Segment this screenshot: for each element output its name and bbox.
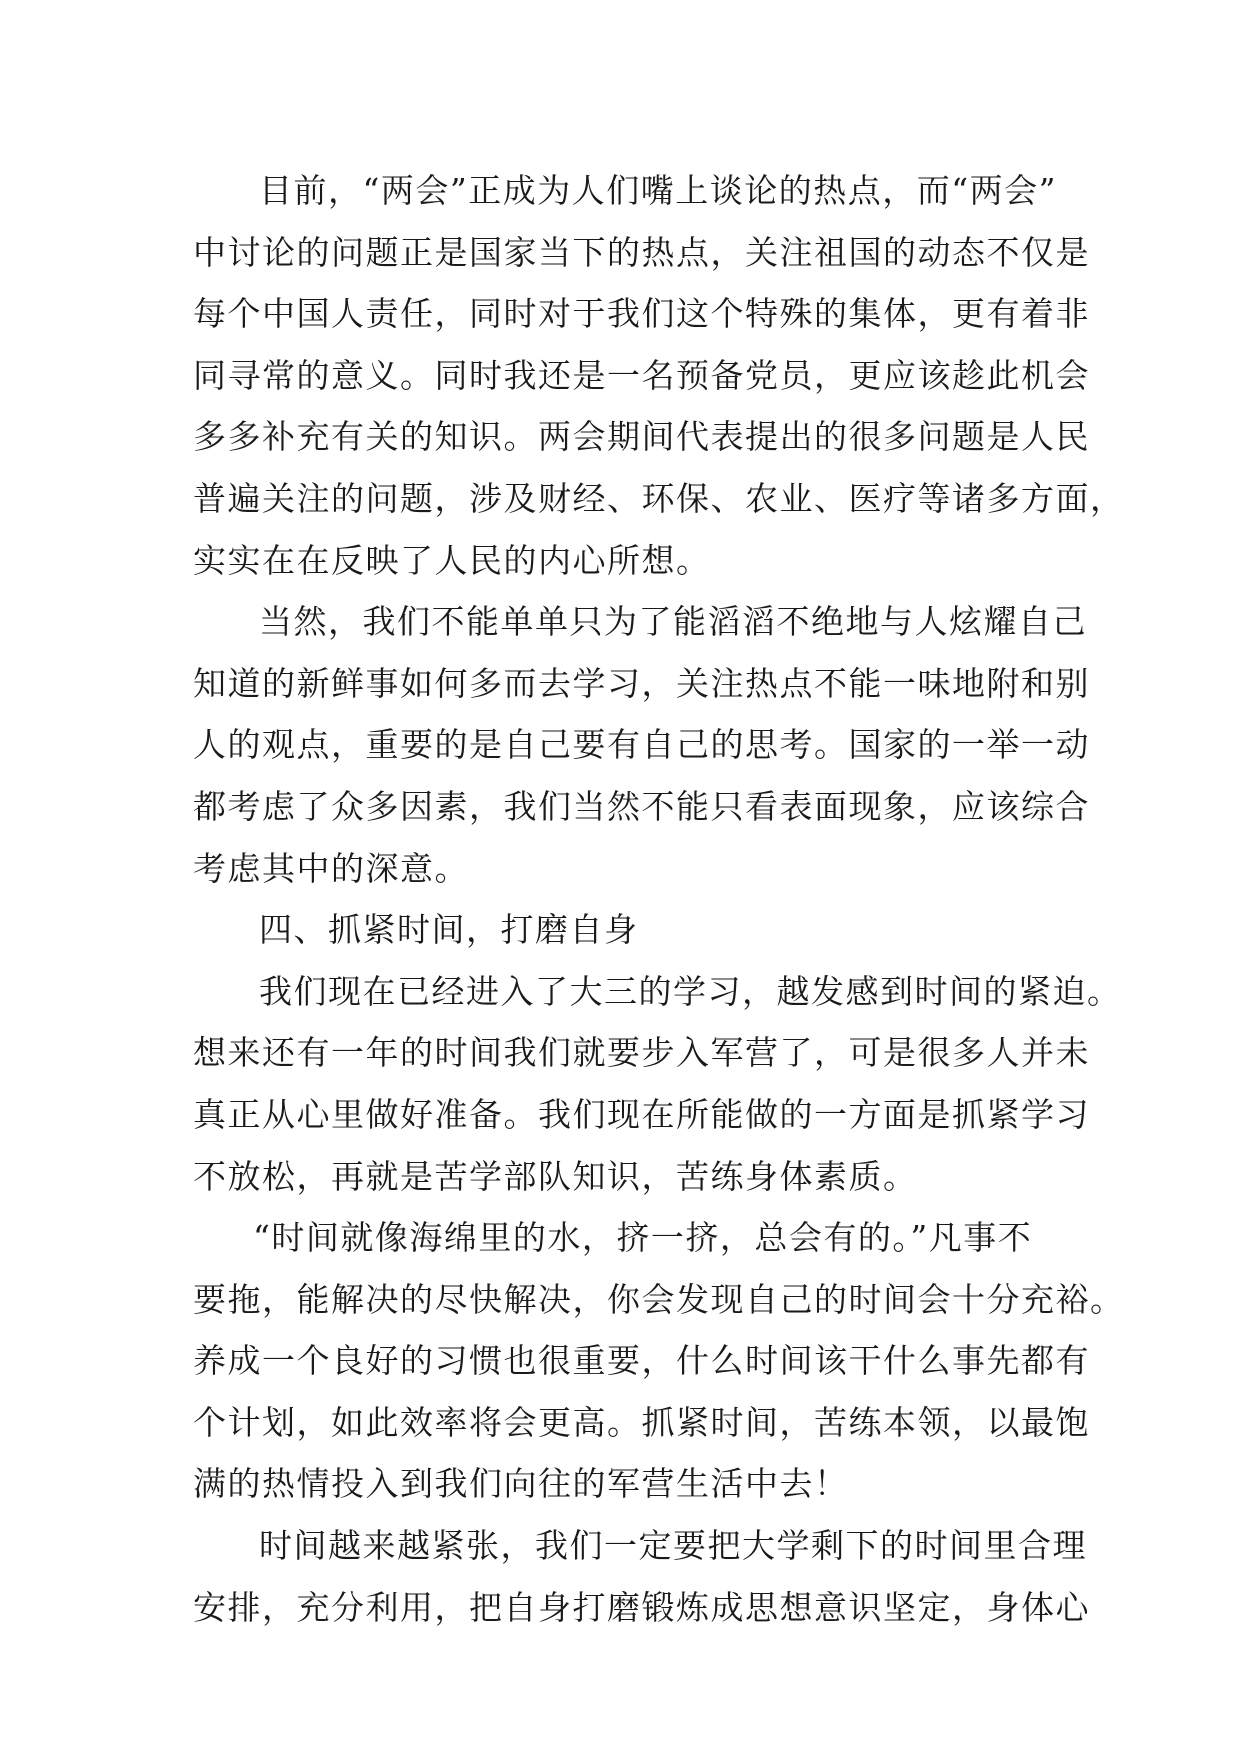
paragraph-line: 知道的新鲜事如何多而去学习，关注热点不能一味地附和别 [193,663,1090,703]
paragraph-line: 真正从心里做好准备。我们现在所能做的一方面是抓紧学习 [193,1094,1090,1134]
paragraph-line: 个计划，如此效率将会更高。抓紧时间，苦练本领，以最饱 [193,1402,1090,1442]
paragraph-line: 普遍关注的问题，涉及财经、环保、农业、医疗等诸多方面， [193,478,1125,518]
paragraph-line: 想来还有一年的时间我们就要步入军营了，可是很多人并未 [193,1033,1090,1073]
paragraph-line: 考虑其中的深意。 [193,848,469,888]
paragraph-line: 时间越来越紧张，我们一定要把大学剩下的时间里合理 [259,1526,1087,1566]
paragraph-line: 都考虑了众多因素，我们当然不能只看表面现象，应该综合 [193,786,1090,826]
paragraph-line: 人的观点，重要的是自己要有自己的思考。国家的一举一动 [193,725,1090,765]
paragraph-line: 不放松，再就是苦学部队知识，苦练身体素质。 [193,1156,918,1196]
paragraph-line: 当然，我们不能单单只为了能滔滔不绝地与人炫耀自己 [259,602,1087,642]
paragraph-line: 中讨论的问题正是国家当下的热点，关注祖国的动态不仅是 [193,232,1090,272]
paragraph-line: 实实在在反映了人民的内心所想。 [193,540,711,580]
paragraph-line: 要拖，能解决的尽快解决，你会发现自己的时间会十分充裕。 [193,1279,1125,1319]
paragraph-line: 每个中国人责任，同时对于我们这个特殊的集体，更有着非 [193,294,1090,334]
paragraph-line: 养成一个良好的习惯也很重要，什么时间该干什么事先都有 [193,1341,1090,1381]
paragraph-line: 我们现在已经进入了大三的学习，越发感到时间的紧迫。 [259,971,1122,1011]
document-body [193,160,1125,1638]
section-heading: 四、抓紧时间，打磨自身 [259,910,639,950]
paragraph-line: 目前，“两会”正成为人们嘴上谈论的热点，而“两会” [259,171,1057,210]
paragraph-line: 安排，充分利用，把自身打磨锻炼成思想意识坚定，身体心 [193,1587,1090,1627]
paragraph-line: “时间就像海绵里的水，挤一挤，总会有的。”凡事不 [253,1218,1033,1258]
paragraph-line: 同寻常的意义。同时我还是一名预备党员，更应该趁此机会 [193,355,1090,395]
paragraph-line: 满的热情投入到我们向往的军营生活中去！ [193,1464,849,1504]
paragraph-line: 多多补充有关的知识。两会期间代表提出的很多问题是人民 [193,417,1090,457]
